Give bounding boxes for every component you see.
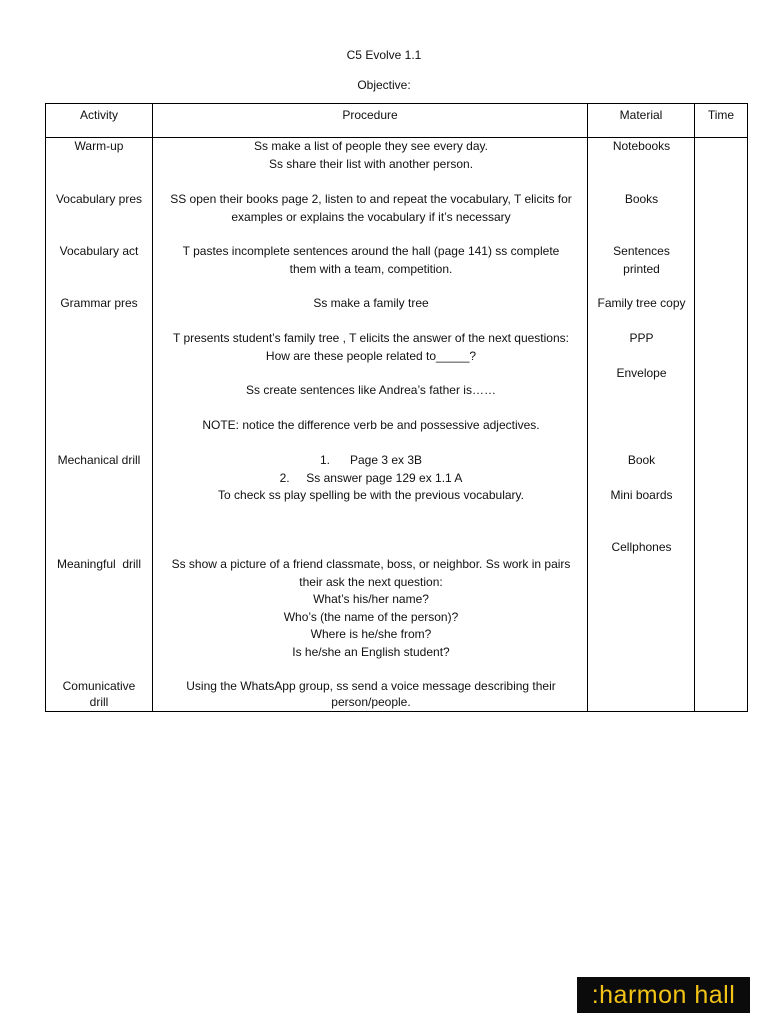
procedure-line: Who’s (the name of the person)? <box>283 609 459 624</box>
procedure-line: To check ss play spelling be with the previous vocabulary. <box>218 488 524 502</box>
procedure-line: Ss make a list of people they see every day. <box>254 139 488 153</box>
procedure-line: Where is he/she from? <box>310 627 432 641</box>
material-sentences-printed <box>588 243 695 278</box>
procedure-line: Using the WhatsApp group, ss send a voice message describing their <box>186 679 556 693</box>
material-cellphones: Cellphones <box>611 540 672 554</box>
procedure-grammar-sentences: Ss create sentences like Andrea’s father is…… <box>246 383 496 397</box>
procedure-vocabulary-pres <box>154 191 588 226</box>
material-notebooks: Notebooks <box>612 139 671 153</box>
procedure-line: Is he/she an English student? <box>292 644 450 659</box>
procedure-grammar-family-tree: Ss make a family tree <box>313 296 429 310</box>
procedure-line: T pastes incomplete sentences around the hall (page 141) ss complete <box>182 244 560 258</box>
material-family-tree-copy: Family tree copy <box>597 296 686 310</box>
lesson-plan-table <box>45 103 748 712</box>
column-header-procedure: Procedure <box>342 108 398 122</box>
procedure-line: SS open their books page 2, listen to and repeat the vocabulary, T elicits for <box>170 192 572 206</box>
numbered-item <box>154 452 588 470</box>
procedure-communicative-drill <box>154 678 588 710</box>
column-divider <box>152 104 153 711</box>
procedure-line: person/people. <box>331 695 411 709</box>
item-text: Ss answer page 129 ex 1.1 A <box>306 470 463 485</box>
column-header-material: Material <box>619 108 663 122</box>
material-mini-boards: Mini boards <box>610 488 673 502</box>
item-number: 2. <box>279 470 290 485</box>
procedure-line: T presents student’s family tree , T elicits the answer of the next questions: <box>173 331 569 345</box>
document-title: C5 Evolve 1.1 <box>346 48 422 62</box>
activity-meaningful-drill: Meaningful drill <box>56 557 142 571</box>
activity-vocabulary-act: Vocabulary act <box>59 244 139 258</box>
activity-communicative-line: drill <box>89 695 109 709</box>
activity-warmup: Warm-up <box>74 139 124 153</box>
procedure-line: Ss show a picture of a friend classmate, boss, or neighbor. Ss work in pairs <box>171 557 571 571</box>
material-line: printed <box>623 261 660 276</box>
material-envelope: Envelope <box>616 366 667 380</box>
objective-label: Objective: <box>357 78 411 92</box>
material-line: Sentences <box>613 244 670 258</box>
activity-vocabulary-pres: Vocabulary pres <box>55 192 143 206</box>
activity-communicative-line: Comunicative <box>62 679 136 693</box>
material-ppp: PPP <box>629 331 654 345</box>
procedure-line: How are these people related to_____? <box>265 348 477 363</box>
harmon-hall-logo <box>577 977 750 1013</box>
procedure-line: them with a team, competition. <box>289 261 453 276</box>
activity-grammar-pres: Grammar pres <box>60 296 138 310</box>
procedure-warmup <box>154 138 588 173</box>
item-number: 1. <box>319 453 330 467</box>
logo-text: :harmon hall <box>591 981 736 1009</box>
item-text: Page 3 ex 3B <box>349 453 423 467</box>
column-header-time: Time <box>707 108 735 122</box>
column-header-activity: Activity <box>79 108 118 122</box>
procedure-line: Ss share their list with another person. <box>268 156 474 171</box>
material-book: Book <box>627 453 656 467</box>
procedure-mechanical-drill <box>154 452 588 505</box>
procedure-grammar-note: NOTE: notice the difference verb be and possessive adjectives. <box>202 418 540 432</box>
numbered-item <box>154 470 588 488</box>
procedure-line: examples or explains the vocabulary if it’s necessary <box>231 209 511 224</box>
procedure-meaningful-drill <box>154 556 588 661</box>
material-books: Books <box>624 192 659 206</box>
procedure-line: What’s his/her name? <box>313 592 429 606</box>
activity-communicative-drill <box>46 678 152 710</box>
procedure-vocabulary-act <box>154 243 588 278</box>
procedure-line: their ask the next question: <box>299 574 443 589</box>
activity-mechanical-drill: Mechanical drill <box>57 453 141 467</box>
procedure-grammar-present <box>154 330 588 365</box>
